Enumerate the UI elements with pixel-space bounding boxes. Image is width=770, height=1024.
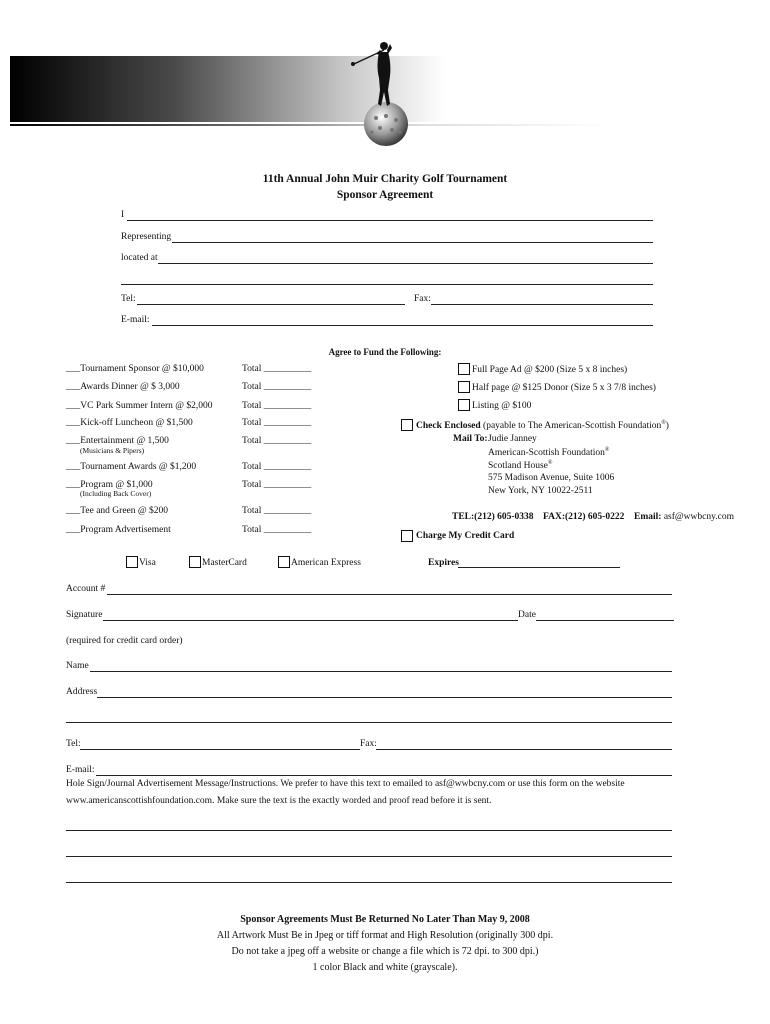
sponsor-item-total[interactable]: Total __________ — [242, 364, 312, 374]
charge-card-label: Charge My Credit Card — [416, 531, 515, 541]
sponsor-item-label[interactable]: ___Awards Dinner @ $ 3,000 — [66, 382, 180, 392]
instructions-field-line1[interactable] — [66, 830, 672, 831]
artwork-note-2: Do not take a jpeg off a website or change a file which is 72 dpi. to 300 dpi.) — [231, 946, 539, 957]
located-label: located at — [121, 253, 158, 263]
mail-line: New York, NY 10022-2511 — [488, 486, 593, 496]
fax2-field[interactable] — [376, 749, 672, 750]
check-enclosed-label: Check Enclosed — [416, 421, 481, 432]
name-label: Name — [66, 661, 89, 671]
sponsor-item-label[interactable]: ___Kick-off Luncheon @ $1,500 — [66, 418, 193, 428]
sponsor-item-total[interactable]: Total __________ — [242, 480, 312, 490]
ad-option-label: Half page @ $125 Donor (Size 5 x 3 7/8 inches) — [472, 383, 656, 393]
mail-line: Scotland House® — [488, 460, 553, 472]
sponsor-item-total[interactable]: Total __________ — [242, 382, 312, 392]
check-enclosed-text — [416, 420, 669, 431]
golfer-logo-icon — [346, 36, 426, 148]
tel-field[interactable] — [137, 304, 405, 305]
amex-checkbox[interactable] — [278, 556, 290, 568]
sponsor-item-total[interactable]: Total __________ — [242, 418, 312, 428]
fax-label: Fax: — [414, 294, 431, 304]
deadline-note: Sponsor Agreements Must Be Returned No Later Than May 9, 2008 — [240, 914, 530, 925]
fax2-label: Fax: — [360, 739, 377, 749]
mastercard-checkbox[interactable] — [189, 556, 201, 568]
i-field[interactable] — [127, 220, 653, 221]
payable-note: (payable to The American-Scottish Foundation — [483, 421, 662, 432]
representing-label: Representing — [121, 232, 172, 242]
sponsor-item-sub: (Musicians & Pipers) — [80, 446, 145, 455]
address-field-line2[interactable] — [66, 722, 672, 723]
instructions-line2: www.americanscottishfoundation.com. Make sure the text is the exactly worded and proof read before it is sent. — [66, 796, 492, 806]
mail-line: American-Scottish Foundation® — [488, 447, 610, 459]
mail-line: 575 Madison Avenue, Suite 1006 — [488, 473, 615, 483]
sponsor-item-label[interactable]: ___Program Advertisement — [66, 525, 171, 535]
account-label: Account # — [66, 584, 106, 594]
contact-email: Email: asf@wwbcny.com — [634, 512, 734, 522]
payable-note-end: ) — [665, 421, 669, 432]
located-field-line2[interactable] — [121, 284, 653, 285]
i-label: I — [121, 210, 125, 220]
email2-label: E-mail: — [66, 765, 95, 775]
sponsor-item-total[interactable]: Total __________ — [242, 462, 312, 472]
instructions-field-line2[interactable] — [66, 856, 672, 857]
account-field[interactable] — [107, 594, 672, 595]
check-enclosed-checkbox[interactable] — [401, 419, 413, 431]
tel2-label: Tel: — [66, 739, 81, 749]
ad-option-label: Listing @ $100 — [472, 401, 532, 411]
signature-field[interactable] — [103, 620, 518, 621]
sponsor-item-label[interactable]: ___Entertainment @ 1,500 — [66, 436, 169, 446]
email2-field[interactable] — [96, 775, 672, 776]
required-note: (required for credit card order) — [66, 636, 183, 646]
email-label: E-mail: — [121, 315, 150, 325]
sponsor-item-label[interactable]: ___Program @ $1,000 — [66, 480, 153, 490]
expires-label: Expires — [428, 558, 459, 568]
visa-label: Visa — [139, 558, 156, 568]
ad-option-label: Full Page Ad @ $200 (Size 5 x 8 inches) — [472, 365, 628, 375]
name-field[interactable] — [90, 671, 672, 672]
sponsor-item-label[interactable]: ___Tournament Awards @ $1,200 — [66, 462, 197, 472]
sponsor-item-sub: (Including Back Cover) — [80, 489, 152, 498]
half-page-ad-checkbox[interactable] — [458, 381, 470, 393]
amex-label: American Express — [291, 558, 361, 568]
agree-heading: Agree to Fund the Following: — [328, 347, 442, 357]
mastercard-label: MasterCard — [202, 558, 247, 568]
date-label: Date — [518, 610, 536, 620]
sponsor-item-total[interactable]: Total __________ — [242, 525, 312, 535]
sponsor-item-total[interactable]: Total __________ — [242, 436, 312, 446]
tel2-field[interactable] — [80, 749, 360, 750]
page-subtitle: Sponsor Agreement — [336, 189, 434, 201]
expires-field[interactable] — [458, 567, 620, 568]
representing-field[interactable] — [172, 242, 653, 243]
sponsor-item-label[interactable]: ___Tournament Sponsor @ $10,000 — [66, 364, 204, 374]
visa-checkbox[interactable] — [126, 556, 138, 568]
address-field[interactable] — [97, 697, 672, 698]
signature-label: Signature — [66, 610, 103, 620]
mail-line: Judie Janney — [488, 434, 537, 444]
artwork-note-1: All Artwork Must Be in Jpeg or tiff format and High Resolution (originally 300 dpi. — [216, 930, 554, 941]
registered-mark: ® — [661, 420, 666, 426]
address-label: Address — [66, 687, 98, 697]
page-title: 11th Annual John Muir Charity Golf Tournament — [262, 173, 508, 185]
instructions-field-line3[interactable] — [66, 882, 672, 883]
located-field[interactable] — [158, 263, 653, 264]
mail-to-label: Mail To: — [453, 434, 488, 444]
charge-card-checkbox[interactable] — [401, 530, 413, 542]
fax-field[interactable] — [431, 304, 653, 305]
contact-fax: FAX:(212) 605-0222 — [543, 512, 625, 522]
sponsor-item-total[interactable]: Total __________ — [242, 506, 312, 516]
listing-checkbox[interactable] — [458, 399, 470, 411]
contact-tel: TEL:(212) 605-0338 — [452, 512, 534, 522]
date-field[interactable] — [536, 620, 674, 621]
full-page-ad-checkbox[interactable] — [458, 363, 470, 375]
instructions-line1: Hole Sign/Journal Advertisement Message/Instructions. We prefer to have this text to emailed to asf@wwbcny.com or use this form on the website — [66, 779, 625, 789]
sponsor-item-label[interactable]: ___Tee and Green @ $200 — [66, 506, 168, 516]
sponsor-item-label[interactable]: ___VC Park Summer Intern @ $2,000 — [66, 401, 213, 411]
artwork-note-3: 1 color Black and white (grayscale). — [312, 962, 458, 973]
sponsor-item-total[interactable]: Total __________ — [242, 401, 312, 411]
tel-label: Tel: — [121, 294, 136, 304]
email-field[interactable] — [152, 325, 653, 326]
